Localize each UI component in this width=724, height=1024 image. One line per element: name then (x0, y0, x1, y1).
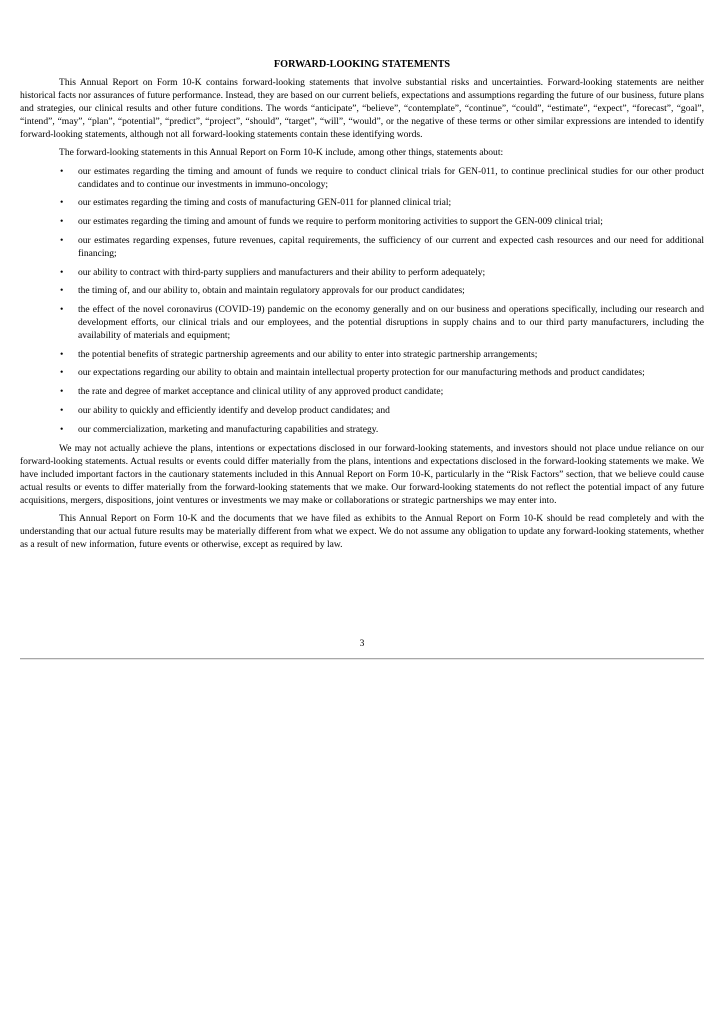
section-title: FORWARD-LOOKING STATEMENTS (273, 59, 451, 70)
list-item-text: our estimates regarding expenses, future revenues, capital requirements, the sufficiency of our current and expected cash resources and our need for additional financing; (78, 234, 704, 259)
page-number: 3 (359, 638, 365, 649)
intro-paragraph: This Annual Report on Form 10-K contains forward-looking statements that involve substantial risks and uncertainties. Forward-looking statements are neither historical facts nor assurances of future performance. Instead, they are based on our current beliefs, expectations and assumptions regarding the future of our business, future plans and strategies, our clinical results and other future conditions. The words “anticipate”, “believe”, “contemplate”, “continue”, “could”, “estimate”, “expect”, “forecast”, “goal”, “intend”, “may”, “plan”, “potential”, “predict”, “project”, “should”, “target”, “will”, “would”, or the negative of these terms or other similar expressions are intended to identify forward-looking statements, although not all forward-looking statements contain these identifying words. (20, 77, 704, 141)
list-item (20, 196, 704, 209)
list-item (20, 303, 704, 342)
list-item (20, 215, 704, 228)
list-item (20, 284, 704, 297)
bullet-icon: • (60, 216, 64, 228)
list-item-text: the effect of the novel coronavirus (COVID-19) pandemic on the economy generally and on our business and operations specifically, including our research and development efforts, our clinical trials and our employees, and the potential disruptions in supply chains and to our third party manufacturers, including the availability of materials and equipment; (78, 303, 704, 342)
bullet-list (20, 165, 704, 436)
list-item (20, 423, 704, 436)
bullet-icon: • (60, 285, 64, 297)
list-item (20, 266, 704, 279)
bullet-icon: • (60, 303, 64, 315)
bullet-icon: • (60, 367, 64, 379)
bullet-icon: • (60, 266, 64, 278)
list-item-text: the timing of, and our ability to, obtain and maintain regulatory approvals for our product candidates; (78, 285, 465, 297)
bullet-icon: • (60, 348, 64, 360)
closing-paragraph: We may not actually achieve the plans, intentions or expectations disclosed in our forward-looking statements, and investors should not place undue reliance on our forward-looking statements. Actual results or events could differ materially from the plans, intentions and expectations disclosed in the forward-looking statements we make. We have included important factors in the cautionary statements included in this Annual Report on Form 10-K, particularly in the “Risk Factors” section, that we believe could cause actual results or events to differ materially from the forward-looking statements that we make. Our forward-looking statements do not reflect the potential impact of any future acquisitions, mergers, dispositions, joint ventures or investments we may make or collaborations or strategic partnerships we may enter into. (20, 442, 704, 506)
list-item-text: the potential benefits of strategic partnership agreements and our ability to enter into strategic partnership arrangements; (78, 348, 538, 360)
bullet-icon: • (60, 386, 64, 398)
list-item-text: our estimates regarding the timing and amount of funds we require to conduct clinical trials for GEN-011, to continue preclinical studies for our other product candidates and to continue our investments in immuno-oncology; (78, 165, 704, 190)
list-item-text: the rate and degree of market acceptance and clinical utility of any approved product candidate; (78, 386, 444, 398)
list-item (20, 385, 704, 398)
list-item-text: our ability to quickly and efficiently identify and develop product candidates; and (78, 404, 390, 416)
list-item (20, 348, 704, 361)
list-item-text: our estimates regarding the timing and amount of funds we require to perform monitoring activities to support the GEN-009 clinical trial; (78, 216, 603, 228)
bullet-icon: • (60, 423, 64, 435)
intro-paragraph: The forward-looking statements in this Annual Report on Form 10-K include, among other things, statements about: (59, 147, 504, 159)
list-item (20, 165, 704, 191)
list-item-text: our estimates regarding the timing and costs of manufacturing GEN-011 for planned clinical trial; (78, 197, 452, 209)
bullet-icon: • (60, 165, 64, 177)
list-item (20, 234, 704, 260)
list-item (20, 366, 704, 379)
bullet-icon: • (60, 234, 64, 246)
list-item-text: our expectations regarding our ability to obtain and maintain intellectual property protection for our manufacturing methods and product candidates; (78, 367, 645, 379)
page-divider (20, 658, 704, 660)
bullet-icon: • (60, 404, 64, 416)
document-page (20, 58, 704, 556)
list-item-text: our ability to contract with third-party suppliers and manufacturers and their ability to perform adequately; (78, 266, 486, 278)
list-item-text: our commercialization, marketing and manufacturing capabilities and strategy. (78, 423, 379, 435)
bullet-icon: • (60, 197, 64, 209)
list-item (20, 404, 704, 417)
closing-paragraph: This Annual Report on Form 10-K and the documents that we have filed as exhibits to the Annual Report on Form 10-K should be read completely and with the understanding that our actual future results may be materially different from what we expect. We do not assume any obligation to update any forward-looking statements, whether as a result of new information, future events or otherwise, except as required by law. (20, 513, 704, 551)
